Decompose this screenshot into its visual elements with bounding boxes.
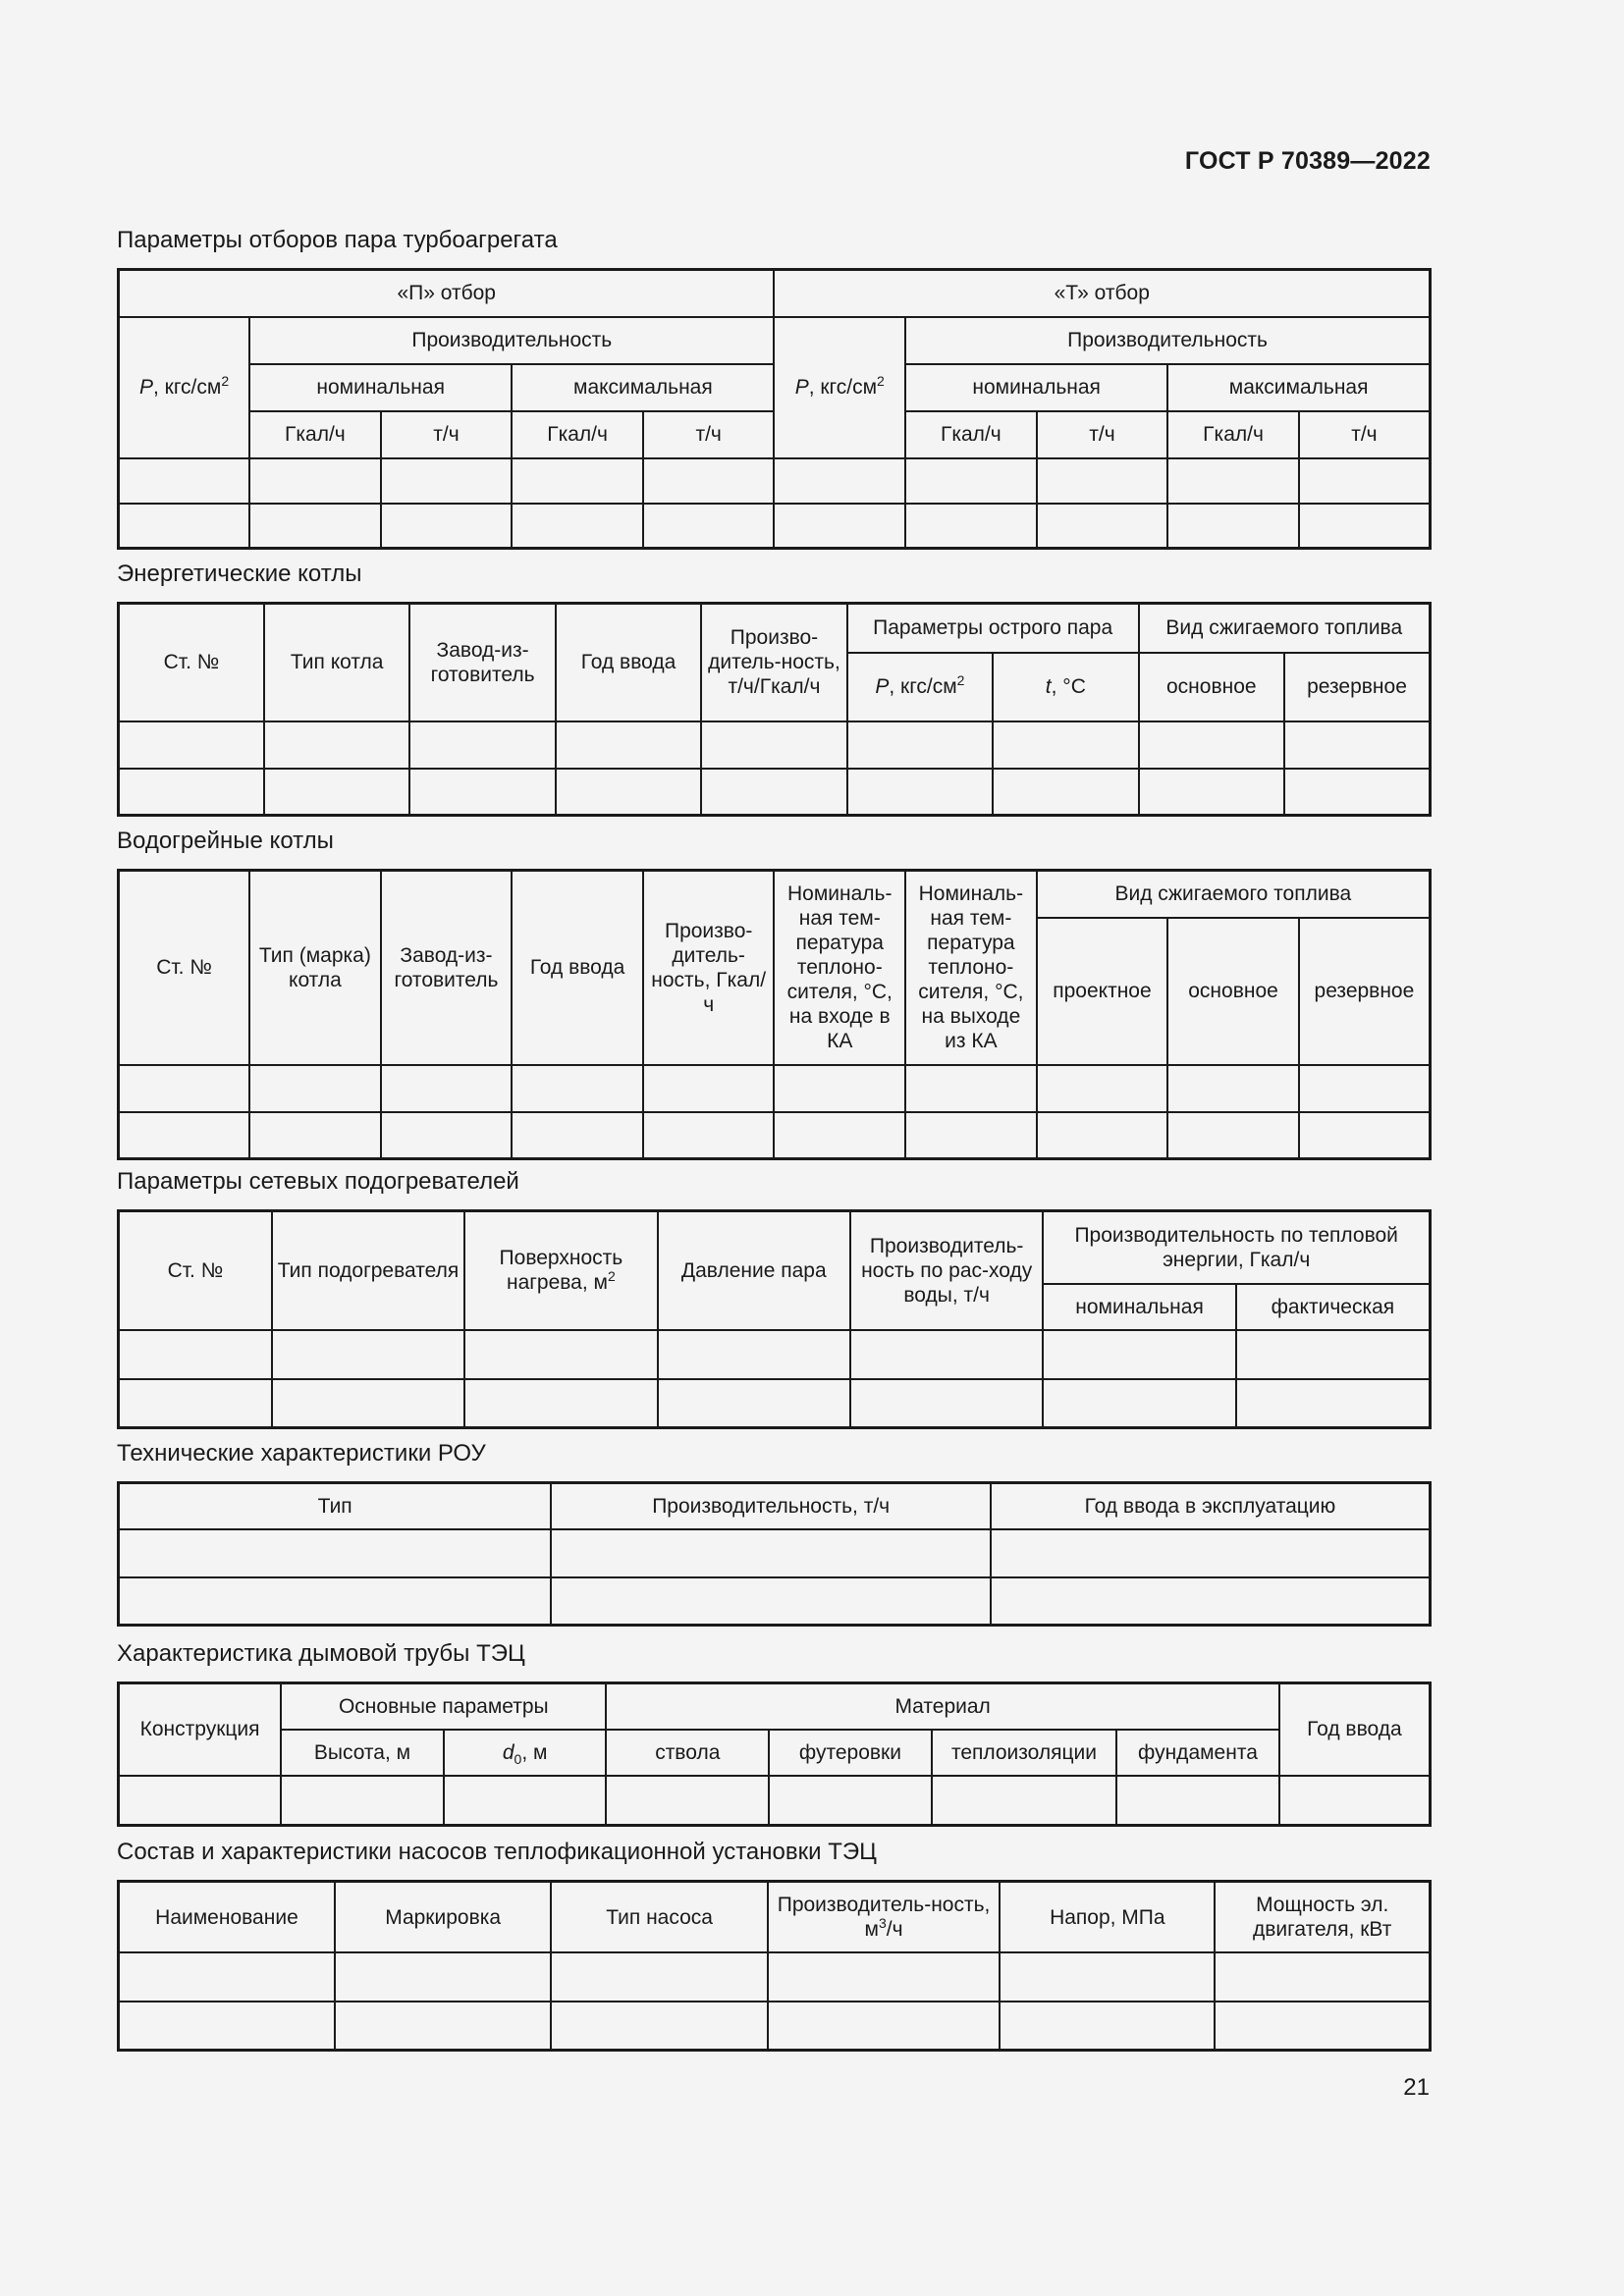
commissioning-year-header: Год ввода [1279, 1683, 1431, 1776]
insulation-material-header: теплоизоляции [932, 1730, 1116, 1776]
head-header: Напор, МПа [1000, 1882, 1215, 1953]
table-row [119, 1952, 1431, 2002]
table-row [119, 2002, 1431, 2051]
commissioning-year-header: Год ввода [512, 871, 643, 1065]
station-number-header: Ст. № [119, 1211, 272, 1330]
marking-header: Маркировка [335, 1882, 551, 1953]
t-maximal-header: максимальная [1167, 364, 1430, 411]
rou-type-header: Тип [119, 1483, 552, 1529]
heating-surface-header: Поверхность нагрева, $м^2$ [464, 1211, 657, 1330]
design-fuel-header: проектное [1037, 918, 1168, 1065]
reserve-fuel-header: резервное [1299, 918, 1431, 1065]
steam-temperature-header: t, °C [993, 653, 1138, 721]
unit-th: т/ч [381, 411, 513, 458]
station-number-header: Ст. № [119, 871, 250, 1065]
heater-type-header: Тип подогревателя [272, 1211, 464, 1330]
section-heading-turbine-extraction: Параметры отборов пара турбоагрегата [117, 227, 558, 253]
height-header: Высота, м [281, 1730, 444, 1776]
main-params-header: Основные параметры [281, 1683, 606, 1730]
page-number: 21 [1403, 2074, 1430, 2101]
table-row [119, 1776, 1431, 1826]
capacity-header: Произво-дитель-ность, Гкал/ч [643, 871, 775, 1065]
t-pressure-header: P, кгс/$см^2$ [774, 317, 905, 458]
foundation-material-header: фундамента [1116, 1730, 1279, 1776]
power-boilers-table [117, 602, 1432, 817]
document-code: ГОСТ Р 70389—2022 [1184, 147, 1431, 175]
table-row [119, 769, 1431, 816]
commissioning-year-header: Год ввода [556, 604, 701, 721]
motor-power-header: Мощность эл. двигателя, кВт [1215, 1882, 1430, 1953]
section-heading-network-heaters: Параметры сетевых подогревателей [117, 1168, 519, 1195]
table-row [119, 1330, 1431, 1379]
reserve-fuel-header: резервное [1284, 653, 1431, 721]
unit-gcal: Гкал/ч [1167, 411, 1299, 458]
manufacturer-header: Завод-из-готовитель [381, 871, 513, 1065]
table-row [119, 458, 1431, 504]
table-row [119, 721, 1431, 769]
actual-header: фактическая [1236, 1284, 1431, 1330]
unit-gcal: Гкал/ч [512, 411, 643, 458]
network-heaters-table [117, 1209, 1432, 1429]
material-header: Материал [606, 1683, 1278, 1730]
pump-capacity-header: Производитель-ность, $м^3/ч$ [768, 1882, 1000, 1953]
boiler-type-header: Тип (марка) котла [249, 871, 381, 1065]
fuel-kind-header: Вид сжигаемого топлива [1139, 604, 1431, 653]
hot-water-boilers-table [117, 869, 1432, 1160]
section-heading-hot-water-boilers: Водогрейные котлы [117, 828, 334, 854]
chimney-table [117, 1682, 1432, 1827]
heat-capacity-header: Производительность по тепловой энергии, Гкал/ч [1043, 1211, 1430, 1284]
live-steam-params-header: Параметры острого пара [847, 604, 1139, 653]
steam-pressure-header: Давление пара [658, 1211, 850, 1330]
table-row [119, 504, 1431, 549]
section-heading-chimney: Характеристика дымовой трубы ТЭЦ [117, 1640, 525, 1667]
fuel-kind-header: Вид сжигаемого топлива [1037, 871, 1431, 918]
p-nominal-header: номинальная [249, 364, 512, 411]
pumps-table [117, 1880, 1432, 2052]
t-extraction-header: «Т» отбор [774, 270, 1430, 317]
table-row [119, 1577, 1431, 1626]
rou-year-header: Год ввода в эксплуатацию [991, 1483, 1431, 1529]
unit-th: т/ч [1299, 411, 1431, 458]
section-heading-power-boilers: Энергетические котлы [117, 561, 362, 587]
pump-name-header: Наименование [119, 1882, 335, 1953]
construction-header: Конструкция [119, 1683, 282, 1776]
inlet-temperature-header: Номиналь-ная тем-пература теплоно-сителя, °C, на входе в КА [774, 871, 905, 1065]
t-nominal-header: номинальная [905, 364, 1167, 411]
main-fuel-header: основное [1139, 653, 1284, 721]
water-flow-capacity-header: Производитель-ность по рас-ходу воды, т/ч [850, 1211, 1043, 1330]
boiler-type-header: Тип котла [264, 604, 409, 721]
table-row [119, 1112, 1431, 1159]
unit-gcal: Гкал/ч [249, 411, 381, 458]
pump-type-header: Тип насоса [551, 1882, 767, 1953]
unit-th: т/ч [1037, 411, 1168, 458]
t-capacity-header: Производительность [905, 317, 1430, 364]
turbine-extraction-table [117, 268, 1432, 550]
p-maximal-header: максимальная [512, 364, 774, 411]
manufacturer-header: Завод-из-готовитель [409, 604, 555, 721]
unit-th: т/ч [643, 411, 775, 458]
diameter-header: $d_0$, м [444, 1730, 607, 1776]
steam-pressure-header: P, кгс/$см^2$ [847, 653, 993, 721]
stem-material-header: ствола [606, 1730, 769, 1776]
table-row [119, 1379, 1431, 1428]
table-row [119, 1065, 1431, 1112]
table-row [119, 1529, 1431, 1577]
p-capacity-header: Производительность [249, 317, 774, 364]
p-pressure-header: P, кгс/$см^2$ [119, 317, 250, 458]
rou-specs-table [117, 1481, 1432, 1627]
lining-material-header: футеровки [769, 1730, 932, 1776]
section-heading-rou-specs: Технические характеристики РОУ [117, 1440, 486, 1467]
nominal-header: номинальная [1043, 1284, 1235, 1330]
main-fuel-header: основное [1167, 918, 1299, 1065]
p-extraction-header: «П» отбор [119, 270, 775, 317]
capacity-header: Произво-дитель-ность, т/ч/Гкал/ч [701, 604, 846, 721]
rou-capacity-header: Производительность, т/ч [551, 1483, 991, 1529]
unit-gcal: Гкал/ч [905, 411, 1037, 458]
station-number-header: Ст. № [119, 604, 264, 721]
section-heading-pumps: Состав и характеристики насосов теплофикационной установки ТЭЦ [117, 1839, 877, 1865]
outlet-temperature-header: Номиналь-ная тем-пература теплоно-сителя, °C, на выходе из КА [905, 871, 1037, 1065]
